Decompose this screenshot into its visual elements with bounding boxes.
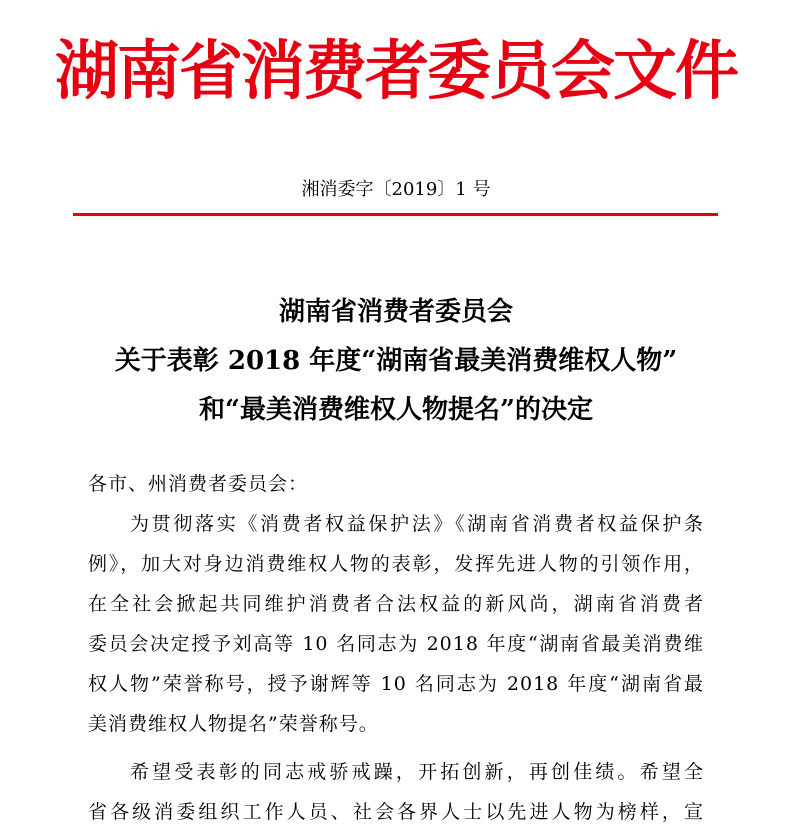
paragraph-1 [88, 504, 704, 744]
paragraph-1-line: 委员会决定授予刘高等 10 名同志为 2018 年度“湖南省最美消费维 [88, 633, 704, 655]
title-line-2: 关于表彰 2018 年度“湖南省最美消费维权人物” [114, 346, 678, 376]
document-body [88, 464, 704, 832]
document-title [0, 288, 792, 435]
paragraph-1-line: 在全社会掀起共同维护消费者合法权益的新风尚，湖南省消费者 [88, 593, 704, 615]
paragraph-2 [88, 752, 704, 832]
red-divider-line [73, 213, 718, 216]
paragraph-2-line: 希望受表彰的同志戒骄戒躁，开拓创新，再创佳绩。希望全 [130, 761, 704, 783]
paragraph-1-line: 权人物”荣誉称号，授予谢辉等 10 名同志为 2018 年度“湖南省最 [88, 673, 704, 695]
title-line-3: 和“最美消费维权人物提名”的决定 [199, 395, 593, 425]
paragraph-1-line: 例》，加大对身边消费维权人物的表彰，发挥先进人物的引领作用， [88, 553, 704, 575]
title-line-1: 湖南省消费者委员会 [278, 297, 513, 327]
salutation: 各市、州消费者委员会： [88, 473, 309, 495]
paragraph-2-line: 省各级消委组织工作人员、社会各界人士以先进人物为榜样，宣 [88, 801, 704, 823]
paragraph-1-line: 美消费维权人物提名”荣誉称号。 [88, 713, 379, 735]
document-number: 湘消委字〔2019〕1 号 [301, 179, 491, 200]
document-masthead: 湖南省消费者委员会文件 [55, 35, 737, 109]
paragraph-1-line: 为贯彻落实《消费者权益保护法》《湖南省消费者权益保护条 [130, 513, 704, 535]
